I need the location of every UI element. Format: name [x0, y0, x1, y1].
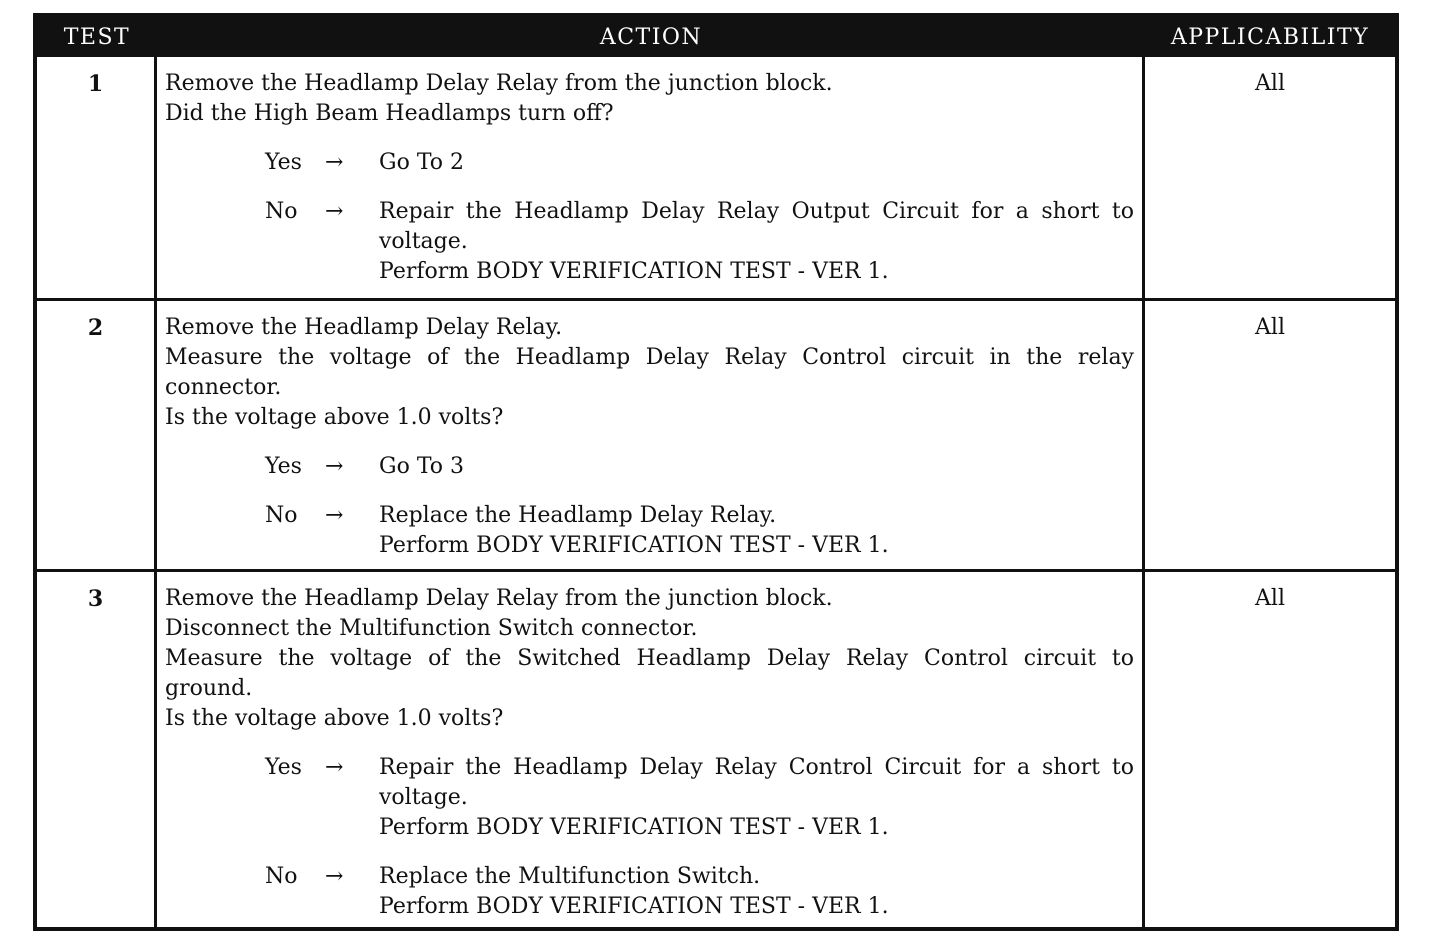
no-result [355, 862, 1134, 922]
header-test: TEST [63, 24, 131, 50]
yes-result-line: Repair the Headlamp Delay Relay Control Circuit for a short to [379, 755, 1134, 780]
no-label: No [265, 503, 298, 528]
no-label: No [265, 864, 298, 889]
no-outcome [165, 862, 1134, 922]
action-text: Measure the voltage of the Switched Headlamp Delay Relay Control circuit to [165, 646, 1134, 671]
no-result [355, 501, 1134, 561]
action-text: Remove the Headlamp Delay Relay from the junction block. [165, 71, 833, 96]
no-outcome [165, 501, 1134, 561]
arrow-icon: → [325, 503, 344, 528]
arrow-icon: → [325, 454, 344, 479]
action-text: Remove the Headlamp Delay Relay from the junction block. [165, 586, 833, 611]
action-cell [157, 572, 1145, 927]
yes-label: Yes [265, 150, 302, 175]
action-cell [157, 57, 1145, 298]
no-result-line: Perform BODY VERIFICATION TEST - VER 1. [379, 533, 889, 558]
action-question: Did the High Beam Headlamps turn off? [165, 101, 614, 126]
yes-result-line: Go To 2 [379, 150, 465, 175]
test-number: 2 [37, 301, 157, 569]
yes-result-line: voltage. [379, 785, 468, 810]
arrow-icon: → [325, 199, 344, 224]
no-result-line: Replace the Headlamp Delay Relay. [379, 503, 777, 528]
action-text: Disconnect the Multifunction Switch connector. [165, 616, 698, 641]
yes-outcome [165, 452, 1134, 482]
yes-result [355, 753, 1134, 843]
applicability-value: All [1255, 71, 1285, 96]
no-result [355, 197, 1134, 287]
yes-result [355, 148, 1134, 178]
no-result-line: Perform BODY VERIFICATION TEST - VER 1. [379, 894, 889, 919]
yes-outcome [165, 753, 1134, 843]
yes-result-line: Go To 3 [379, 454, 465, 479]
applicability-value: All [1255, 586, 1285, 611]
arrow-icon: → [325, 150, 344, 175]
no-result-line: Perform BODY VERIFICATION TEST - VER 1. [379, 259, 889, 284]
action-question: Is the voltage above 1.0 volts? [165, 706, 504, 731]
applicability-value: All [1255, 315, 1285, 340]
yes-outcome [165, 148, 1134, 178]
test-number: 3 [37, 572, 157, 927]
yes-label: Yes [265, 755, 302, 780]
action-text: Measure the voltage of the Headlamp Delay Relay Control circuit in the relay [165, 345, 1134, 370]
action-text: Remove the Headlamp Delay Relay. [165, 315, 563, 340]
no-result-line: Replace the Multifunction Switch. [379, 864, 761, 889]
test-number: 1 [37, 57, 157, 298]
no-result-line: Repair the Headlamp Delay Relay Output Circuit for a short to [379, 199, 1134, 224]
header-applicability: APPLICABILITY [1170, 24, 1370, 50]
no-outcome [165, 197, 1134, 287]
action-text: connector. [165, 375, 282, 400]
arrow-icon: → [325, 755, 344, 780]
yes-result [355, 452, 1134, 482]
yes-label: Yes [265, 454, 302, 479]
table-header [37, 17, 1395, 57]
action-cell [157, 301, 1145, 569]
table-row [37, 569, 1395, 927]
header-action: ACTION [599, 24, 703, 50]
arrow-icon: → [325, 864, 344, 889]
diagnostic-table [33, 13, 1399, 931]
no-label: No [265, 199, 298, 224]
yes-result-line: Perform BODY VERIFICATION TEST - VER 1. [379, 815, 889, 840]
table-row [37, 57, 1395, 298]
action-text: ground. [165, 676, 253, 701]
table-row [37, 298, 1395, 569]
no-result-line: voltage. [379, 229, 468, 254]
action-question: Is the voltage above 1.0 volts? [165, 405, 504, 430]
